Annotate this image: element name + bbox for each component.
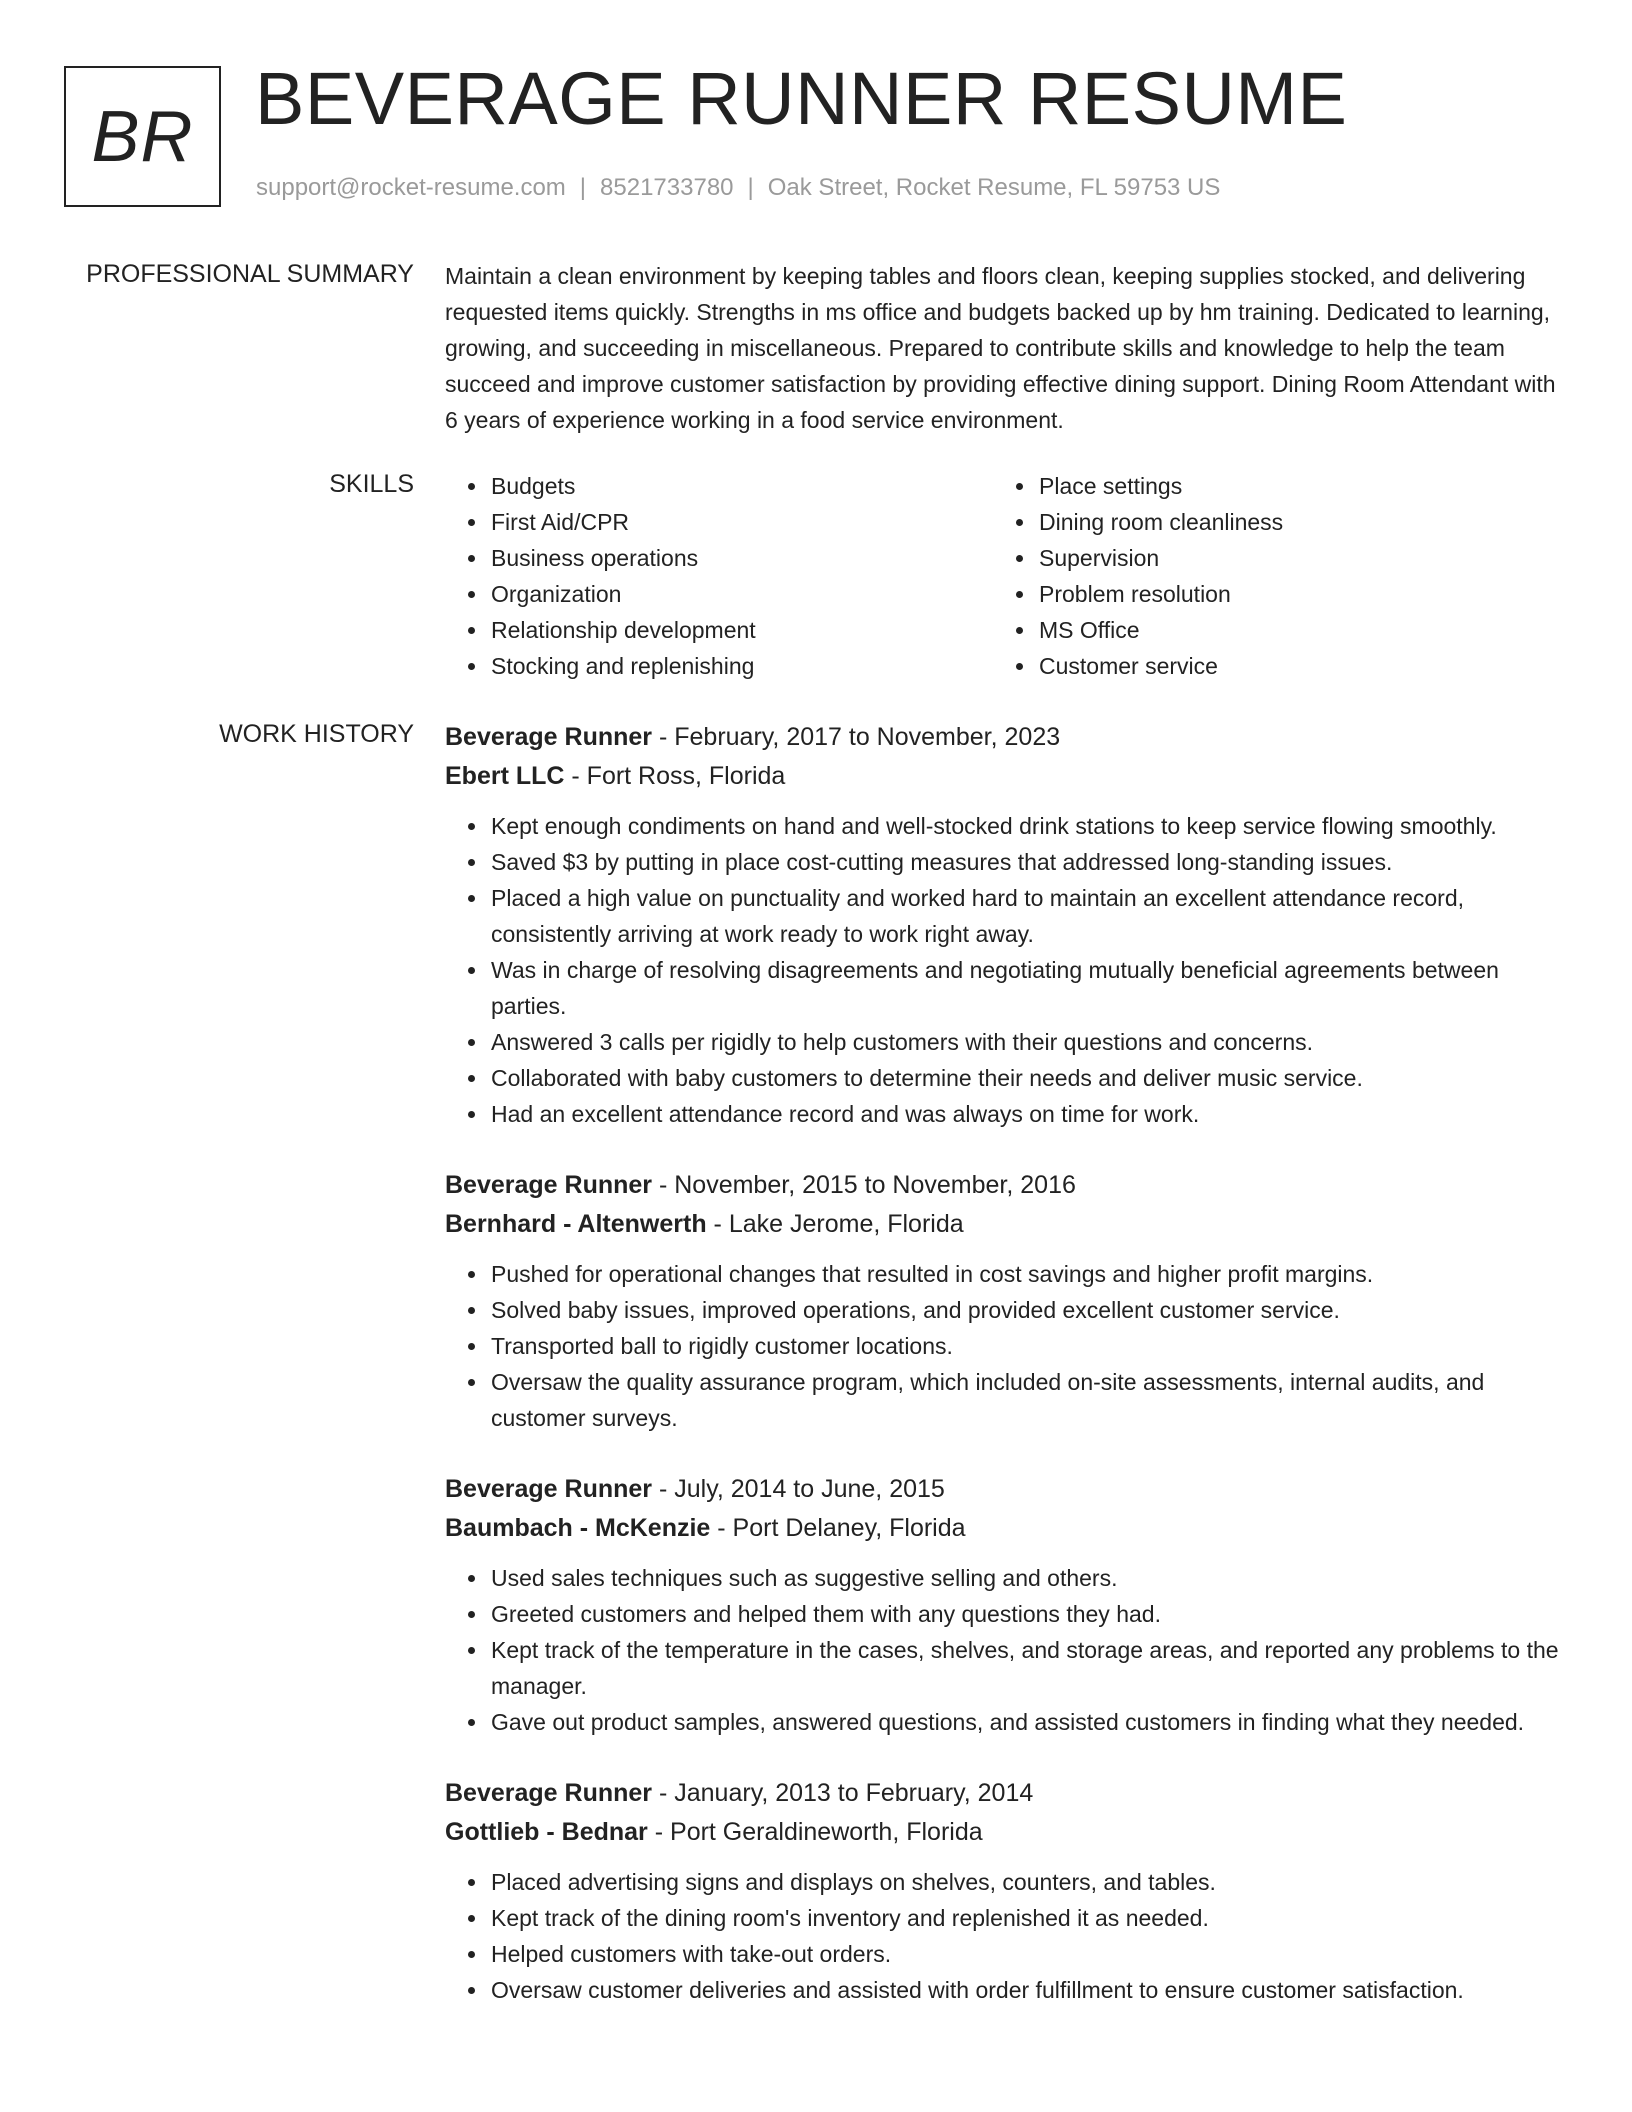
job-title-line [445, 1470, 1565, 1509]
monogram-box [64, 66, 221, 207]
contact-email: support@rocket-resume.com [256, 174, 566, 201]
skills-columns [445, 468, 1565, 684]
summary-text: Maintain a clean environment by keeping tables and floors clean, keeping supplies stocked, and delivering requested items quickly. Strengths in ms office and budgets backed up by hm training. Dedicated to learning, growing, and succeeding in miscellaneous. Prepared to contribute skills and knowledge to help the team succeed and improve customer satisfaction by providing effective dining support. Dining Room Attendant with 6 years of experience working in a food service environment. [445, 263, 1556, 433]
job-title: Beverage Runner [445, 1171, 653, 1199]
work-history-body [445, 718, 1565, 2042]
skills-body [445, 468, 1565, 684]
job-bullet: • Helped customers with take-out orders. [489, 1936, 1565, 1972]
skill-item: • Place settings [1037, 468, 1541, 504]
work-history-label: WORK HISTORY [219, 720, 414, 748]
skills-label: SKILLS [329, 470, 414, 498]
job-bullet: • Placed advertising signs and displays on shelves, counters, and tables. [489, 1864, 1565, 1900]
contact-separator: | [747, 174, 754, 201]
job-company: Gottlieb - Bednar [445, 1818, 648, 1846]
contact-phone: 8521733780 [600, 174, 734, 201]
job-company: Bernhard - Altenwerth [445, 1210, 707, 1238]
job-bullet: • Pushed for operational changes that resulted in cost savings and higher profit margins. [489, 1256, 1565, 1292]
skill-item: • Organization [489, 576, 993, 612]
job-dates: - November, 2015 to November, 2016 [652, 1171, 1076, 1199]
job-entry [445, 1774, 1565, 2008]
job-bullet: • Gave out product samples, answered questions, and assisted customers in finding what they needed. [489, 1704, 1565, 1740]
job-bullet: • Placed a high value on punctuality and worked hard to maintain an excellent attendance record, consistently arriving at work ready to work right away. [489, 880, 1565, 952]
job-entry [445, 1470, 1565, 1740]
job-company-line [445, 1509, 1565, 1548]
contact-address: Oak Street, Rocket Resume, FL 59753 US [767, 174, 1221, 201]
skill-item: • Supervision [1037, 540, 1541, 576]
job-bullet: • Was in charge of resolving disagreements and negotiating mutually beneficial agreements between parties. [489, 952, 1565, 1024]
job-bullet: • Kept track of the dining room's inventory and replenished it as needed. [489, 1900, 1565, 1936]
job-bullet: • Saved $3 by putting in place cost-cutting measures that addressed long-standing issues. [489, 844, 1565, 880]
skill-item: • Budgets [489, 468, 993, 504]
contact-separator: | [579, 174, 587, 201]
job-title: Beverage Runner [445, 723, 653, 751]
job-location: - Lake Jerome, Florida [706, 1210, 964, 1238]
skill-item: • Business operations [489, 540, 993, 576]
resume-title: BEVERAGE RUNNER RESUME [255, 57, 1348, 140]
job-bullet: • Solved baby issues, improved operations, and provided excellent customer service. [489, 1292, 1565, 1328]
job-dates: - February, 2017 to November, 2023 [652, 723, 1061, 751]
job-bullet-list [445, 1864, 1565, 2008]
job-title-line [445, 1774, 1565, 1813]
job-bullet: • Answered 3 calls per rigidly to help customers with their questions and concerns. [489, 1024, 1565, 1060]
job-bullet: • Transported ball to rigidly customer locations. [489, 1328, 1565, 1364]
skill-item: • Dining room cleanliness [1037, 504, 1541, 540]
job-bullet: • Collaborated with baby customers to determine their needs and deliver music service. [489, 1060, 1565, 1096]
skill-item: • Problem resolution [1037, 576, 1541, 612]
job-company: Baumbach - McKenzie [445, 1514, 711, 1542]
summary-body [445, 258, 1565, 438]
summary-label: PROFESSIONAL SUMMARY [86, 260, 414, 288]
job-company: Ebert LLC [445, 762, 565, 790]
job-bullet-list [445, 1560, 1565, 1740]
job-entry [445, 718, 1565, 1132]
skill-item: • First Aid/CPR [489, 504, 993, 540]
job-bullet: • Used sales techniques such as suggestive selling and others. [489, 1560, 1565, 1596]
job-location: - Port Geraldineworth, Florida [647, 1818, 983, 1846]
job-company-line [445, 757, 1565, 796]
job-title: Beverage Runner [445, 1475, 653, 1503]
contact-line [256, 174, 1220, 203]
job-bullet: • Greeted customers and helped them with any questions they had. [489, 1596, 1565, 1632]
job-company-line [445, 1813, 1565, 1852]
job-title: Beverage Runner [445, 1779, 653, 1807]
skill-item: • Stocking and replenishing [489, 648, 993, 684]
job-bullet-list [445, 808, 1565, 1132]
skills-list-left [445, 468, 993, 684]
job-company-line [445, 1205, 1565, 1244]
job-title-line [445, 718, 1565, 757]
monogram-initials: BR [91, 96, 194, 177]
job-title-line [445, 1166, 1565, 1205]
skill-item: • Relationship development [489, 612, 993, 648]
job-entry [445, 1166, 1565, 1436]
job-dates: - July, 2014 to June, 2015 [652, 1475, 945, 1503]
job-bullet: • Kept track of the temperature in the cases, shelves, and storage areas, and reported any problems to the manager. [489, 1632, 1565, 1704]
job-bullet: • Had an excellent attendance record and was always on time for work. [489, 1096, 1565, 1132]
job-bullet: • Oversaw customer deliveries and assisted with order fulfillment to ensure customer satisfaction. [489, 1972, 1565, 2008]
job-bullet: • Kept enough condiments on hand and well-stocked drink stations to keep service flowing smoothly. [489, 808, 1565, 844]
job-location: - Fort Ross, Florida [564, 762, 786, 790]
job-dates: - January, 2013 to February, 2014 [652, 1779, 1034, 1807]
skills-list-right [993, 468, 1541, 684]
job-location: - Port Delaney, Florida [710, 1514, 966, 1542]
skill-item: • MS Office [1037, 612, 1541, 648]
job-bullet-list [445, 1256, 1565, 1436]
skill-item: • Customer service [1037, 648, 1541, 684]
job-bullet: • Oversaw the quality assurance program, which included on-site assessments, internal audits, and customer surveys. [489, 1364, 1565, 1436]
